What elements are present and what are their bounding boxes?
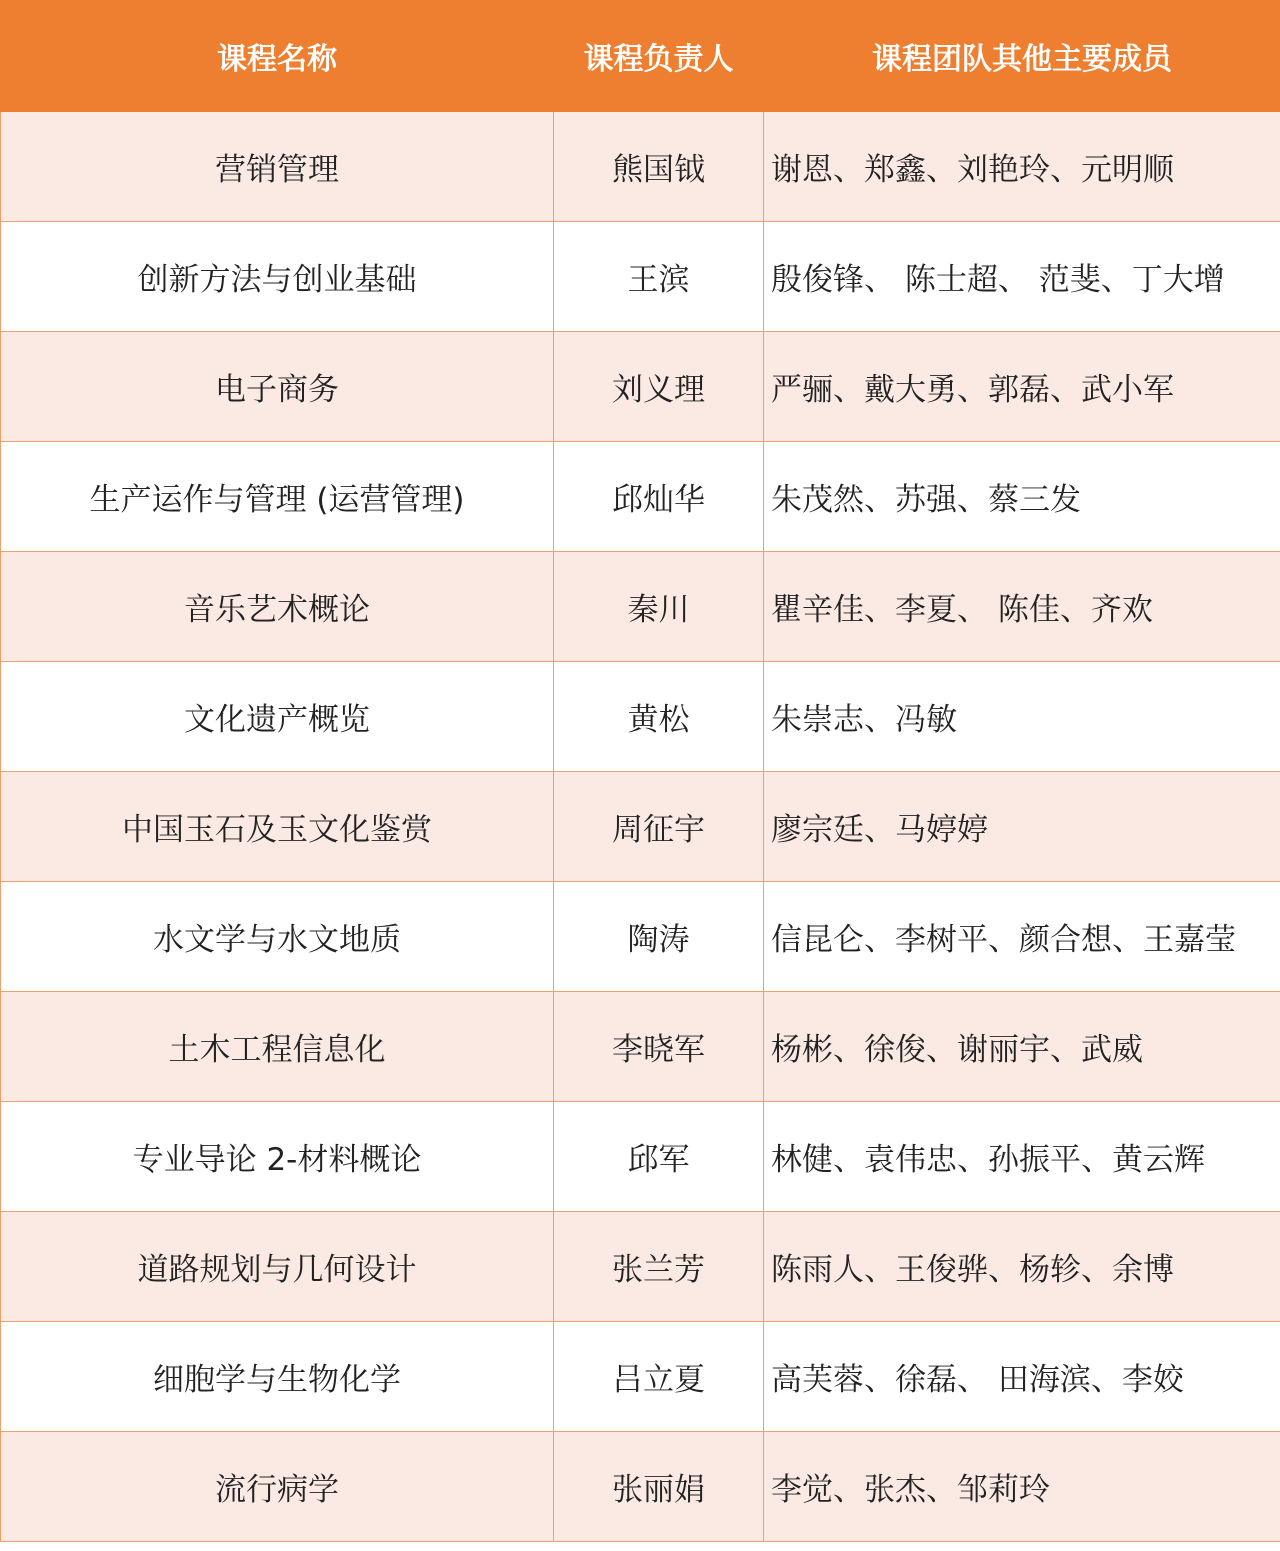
table-row xyxy=(1,112,1280,222)
members-cell: 杨彬、徐俊、谢丽宇、武威 xyxy=(764,992,1280,1102)
course-name-cell: 创新方法与创业基础 xyxy=(1,222,554,332)
leader-cell: 陶涛 xyxy=(554,882,764,992)
header-row xyxy=(1,1,1280,112)
course-name-cell: 细胞学与生物化学 xyxy=(1,1322,554,1432)
leader-cell: 周征宇 xyxy=(554,772,764,882)
table-header xyxy=(1,1,1280,112)
course-name-cell: 土木工程信息化 xyxy=(1,992,554,1102)
leader-cell: 黄松 xyxy=(554,662,764,772)
header-members: 课程团队其他主要成员 xyxy=(764,1,1280,112)
course-name-cell: 电子商务 xyxy=(1,332,554,442)
members-cell: 严骊、戴大勇、郭磊、武小军 xyxy=(764,332,1280,442)
members-cell: 殷俊锋、 陈士超、 范斐、丁大增 xyxy=(764,222,1280,332)
table-row xyxy=(1,662,1280,772)
table-row xyxy=(1,222,1280,332)
leader-cell: 刘义理 xyxy=(554,332,764,442)
members-cell: 陈雨人、王俊骅、杨轸、余博 xyxy=(764,1212,1280,1322)
table-row xyxy=(1,772,1280,882)
leader-cell: 李晓军 xyxy=(554,992,764,1102)
table-row xyxy=(1,332,1280,442)
leader-cell: 张丽娟 xyxy=(554,1432,764,1542)
table-body xyxy=(1,112,1280,1542)
table-row xyxy=(1,1212,1280,1322)
members-cell: 谢恩、郑鑫、刘艳玲、元明顺 xyxy=(764,112,1280,222)
course-name-cell: 音乐艺术概论 xyxy=(1,552,554,662)
members-cell: 瞿辛佳、李夏、 陈佳、齐欢 xyxy=(764,552,1280,662)
members-cell: 廖宗廷、马婷婷 xyxy=(764,772,1280,882)
table-row xyxy=(1,882,1280,992)
members-cell: 高芙蓉、徐磊、 田海滨、李姣 xyxy=(764,1322,1280,1432)
table-row xyxy=(1,442,1280,552)
table-row xyxy=(1,552,1280,662)
course-name-cell: 流行病学 xyxy=(1,1432,554,1542)
course-name-cell: 道路规划与几何设计 xyxy=(1,1212,554,1322)
course-name-cell: 水文学与水文地质 xyxy=(1,882,554,992)
leader-cell: 邱灿华 xyxy=(554,442,764,552)
members-cell: 信昆仑、李树平、颜合想、王嘉莹 xyxy=(764,882,1280,992)
table-row xyxy=(1,992,1280,1102)
course-name-cell: 中国玉石及玉文化鉴赏 xyxy=(1,772,554,882)
course-name-cell: 营销管理 xyxy=(1,112,554,222)
leader-cell: 吕立夏 xyxy=(554,1322,764,1432)
header-leader: 课程负责人 xyxy=(554,1,764,112)
table-row xyxy=(1,1322,1280,1432)
leader-cell: 张兰芳 xyxy=(554,1212,764,1322)
members-cell: 李觉、张杰、邹莉玲 xyxy=(764,1432,1280,1542)
leader-cell: 熊国钺 xyxy=(554,112,764,222)
header-course-name: 课程名称 xyxy=(1,1,554,112)
course-name-cell: 文化遗产概览 xyxy=(1,662,554,772)
members-cell: 林健、袁伟忠、孙振平、黄云辉 xyxy=(764,1102,1280,1212)
table-row xyxy=(1,1432,1280,1542)
course-name-cell: 专业导论 2-材料概论 xyxy=(1,1102,554,1212)
leader-cell: 邱军 xyxy=(554,1102,764,1212)
members-cell: 朱崇志、冯敏 xyxy=(764,662,1280,772)
leader-cell: 王滨 xyxy=(554,222,764,332)
members-cell: 朱茂然、苏强、蔡三发 xyxy=(764,442,1280,552)
course-name-cell: 生产运作与管理 (运营管理) xyxy=(1,442,554,552)
leader-cell: 秦川 xyxy=(554,552,764,662)
table-row xyxy=(1,1102,1280,1212)
